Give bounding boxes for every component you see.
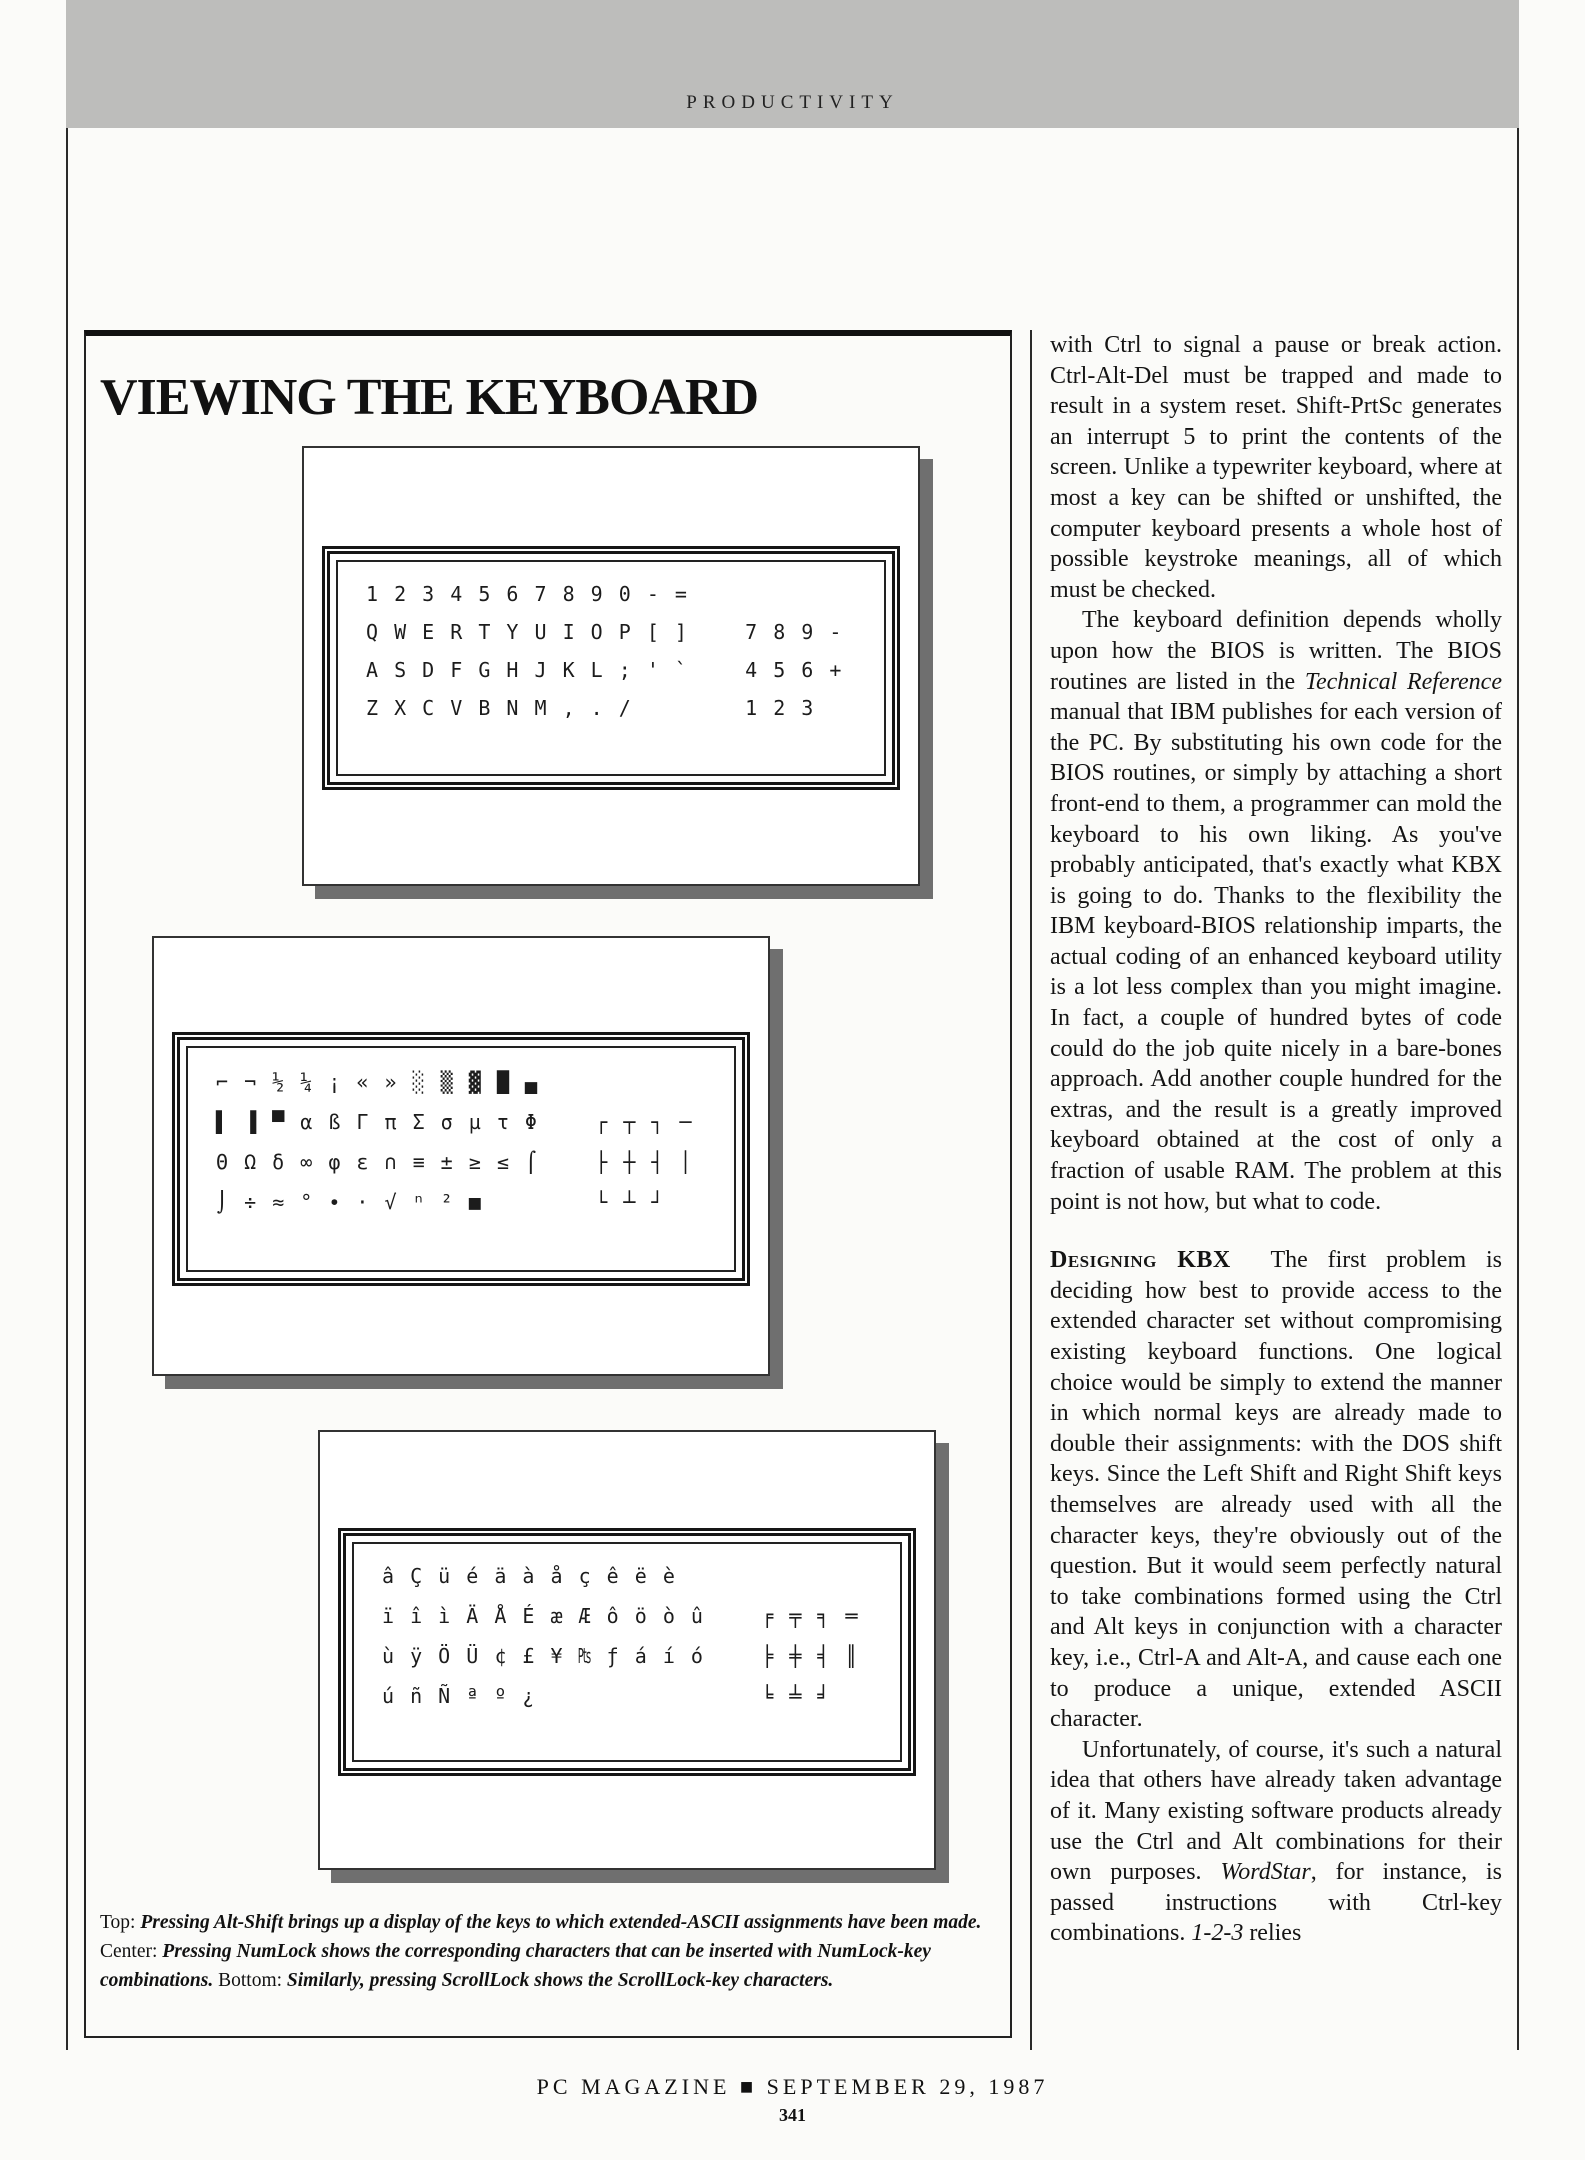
screenshot-top	[302, 446, 920, 886]
screenshot-bottom	[318, 1430, 936, 1870]
caption-label-bottom: Bottom:	[213, 1970, 287, 1991]
caption-text-center: Pressing NumLock shows the corresponding characters that can be inserted with NumLock-key combinations.	[100, 1941, 931, 1991]
screen-content-top	[336, 560, 886, 776]
page-frame-right	[1517, 128, 1519, 2050]
key-row-2: ▌ ▐ ▀ α ß Γ π Σ σ µ τ Φ ┌ ┬ ┐ ─	[216, 1110, 694, 1134]
key-row-4: ú ñ Ñ ª º ¿ ╘ ╧ ╛	[382, 1684, 832, 1708]
body-paragraph-4	[1050, 1735, 1502, 1949]
sidebar-box	[84, 330, 1012, 2038]
key-row-1: â Ç ü é ä à å ç ê ë è	[382, 1564, 677, 1588]
body-column	[1050, 330, 1502, 1949]
footer-magazine: PC MAGAZINE ■ SEPTEMBER 29, 1987	[536, 2074, 1049, 2099]
p4-text-c: relies	[1243, 1920, 1302, 1947]
subhead-designing-kbx: Designing KBX	[1050, 1247, 1231, 1274]
body-paragraph-3	[1050, 1245, 1502, 1735]
p3-text: The first problem is deciding how best to provide access to the extended character set without compromising existing keyboard functions. One logical choice would be simply to extend the manner in which normal keys are already made to double their assignments: with the DOS shift keys. Since the Left Shift and Right Shift keys themselves are already used with all the character keys, they're obviously out of the question. But it would seem perfectly natural to take combinations formed using the Ctrl and Alt keys in conjunction with a character key, i.e., Ctrl-A and Alt-A, and cause each one to produce a unique, extended ASCII character.	[1050, 1247, 1502, 1733]
screen-frame-center	[172, 1032, 750, 1286]
caption-label-center: Center:	[100, 1941, 163, 1962]
key-row-3: ù ÿ Ö Ü ¢ £ ¥ ₧ ƒ á í ó ╞ ╪ ╡ ║	[382, 1644, 860, 1668]
sidebar-title: VIEWING THE KEYBOARD	[100, 369, 759, 426]
p4-italic-123: 1-2-3	[1191, 1920, 1244, 1947]
p4-italic-wordstar: WordStar	[1220, 1859, 1311, 1886]
page-frame-left	[66, 128, 68, 2050]
key-row-2: Q W E R T Y U I O P [ ] 7 8 9 -	[366, 620, 844, 644]
screenshot-center	[152, 936, 770, 1376]
key-row-1: 1 2 3 4 5 6 7 8 9 0 - =	[366, 582, 689, 606]
screen-frame-bottom	[338, 1528, 916, 1776]
section-label: PRODUCTIVITY	[686, 92, 899, 113]
body-paragraph-1: with Ctrl to signal a pause or break action. Ctrl-Alt-Del must be trapped and made to result in a system reset. Shift-PrtSc generates an interrupt 5 to print the contents of the screen. Unlike a typewriter keyboard, where at most a key can be shifted or unshifted, the computer keyboard presents a whole host of possible keystroke meanings, all of which must be checked.	[1050, 332, 1502, 603]
key-row-3: Θ Ω δ ∞ φ ε ∩ ≡ ± ≥ ≤ ⌠ ├ ┼ ┤ │	[216, 1150, 694, 1174]
p2-text-b: manual that IBM publishes for each version of the PC. By substituting his own code for the BIOS routines, or simply by attaching a short front-end to them, a programmer can mold the keyboard to his own liking. As you've probably anticipated, that's exactly what KBX is going to do. Thanks to the flexibility the IBM keyboard-BIOS relationship imparts, the actual coding of an enhanced keyboard utility is a lot less complex than you might imagine. In fact, a couple of hundred bytes of code could do the job quite nicely in a bare-bones approach. Add another couple hundred for the extras, and the result is a greatly improved keyboard obtained at the cost of only a fraction of usable RAM. The problem at this point is not how, but what to code.	[1050, 699, 1502, 1215]
figure-caption	[100, 1908, 990, 1995]
p2-text-a: The keyboard definition depends wholly upon how the BIOS is written. The BIOS routines are listed in the	[1050, 607, 1502, 695]
p4-text-b: , for instance, is passed instructions with Ctrl-key combinations.	[1050, 1859, 1503, 1947]
caption-label-top: Top:	[100, 1912, 141, 1933]
screen-content-center	[186, 1046, 736, 1272]
key-row-2: ï î ì Ä Å É æ Æ ô ö ò û ╒ ╤ ╕ ═	[382, 1604, 860, 1628]
key-row-4: Z X C V B N M , . / 1 2 3	[366, 696, 816, 720]
body-paragraph-2	[1050, 605, 1502, 1217]
screen-frame-top	[322, 546, 900, 790]
key-row-3: A S D F G H J K L ; ' ` 4 5 6 +	[366, 658, 844, 682]
page-number: 341	[779, 2105, 806, 2125]
caption-text-top: Pressing Alt-Shift brings up a display of the keys to which extended-ASCII assignments have been made.	[140, 1912, 982, 1933]
caption-text-bottom: Similarly, pressing ScrollLock shows the ScrollLock-key characters.	[286, 1970, 834, 1991]
key-row-4: ⌡ ÷ ≈ ° ∙ · √ ⁿ ² ■ └ ┴ ┘	[216, 1190, 666, 1214]
screen-content-bottom	[352, 1542, 902, 1762]
p4-text-a: Unfortunately, of course, it's such a natural idea that others have already taken advantage of it. Many existing software products already use the Ctrl and Alt combinations for their own purposes.	[1050, 1736, 1502, 1886]
p2-title-italic: Technical Reference	[1304, 668, 1502, 695]
column-divider	[1030, 330, 1032, 2050]
key-row-1: ⌐ ¬ ½ ¼ ¡ « » ░ ▒ ▓ █ ▄	[216, 1070, 539, 1094]
